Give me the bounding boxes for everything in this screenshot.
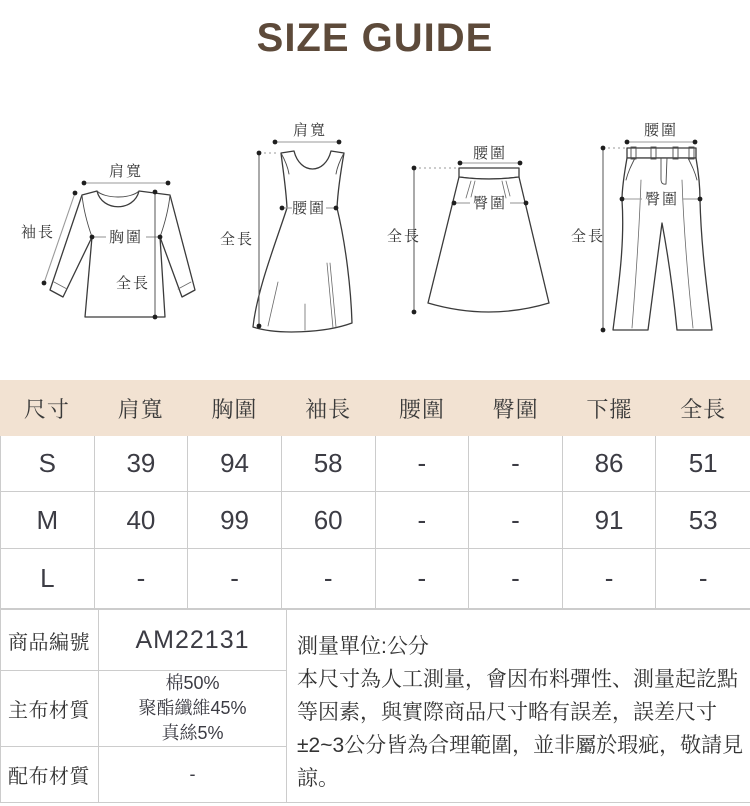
size-cell: 53 (656, 492, 750, 549)
measurement-note (287, 610, 750, 803)
size-table-body (0, 436, 750, 609)
measurement-disclaimer: 本尺寸為人工測量，會因布料彈性、測量起訖點等因素，與實際商品尺寸略有誤差，誤差尺寸±2~3公分皆為合理範圍，並非屬於瑕疵，敬請見諒。 (297, 668, 744, 790)
size-cell: - (282, 549, 376, 609)
size-cell: 58 (282, 436, 376, 492)
top-shoulder-label: 肩寬 (108, 163, 144, 180)
col-header-waist: 腰圍 (398, 396, 445, 422)
size-cell: - (469, 492, 563, 549)
size-cell: - (376, 492, 470, 549)
top-sleeve-label: 袖長 (20, 224, 56, 241)
top-outline (50, 191, 195, 317)
product-code-value: AM22131 (99, 610, 287, 671)
top-length-label: 全長 (115, 275, 151, 292)
size-cell: - (376, 436, 470, 492)
size-cell: 40 (95, 492, 189, 549)
size-cell: - (469, 436, 563, 492)
size-cell: - (95, 549, 189, 609)
size-cell: 51 (656, 436, 750, 492)
size-label: L (1, 549, 95, 609)
col-header-hem: 下擺 (586, 396, 633, 422)
pants-outline (627, 148, 696, 158)
trim-fabric-value: - (99, 747, 287, 803)
table-row-s (1, 436, 750, 492)
size-cell: - (563, 549, 657, 609)
table-row-m (1, 492, 750, 549)
size-cell: 94 (188, 436, 282, 492)
page-title: SIZE GUIDE (256, 16, 494, 60)
size-cell: 99 (188, 492, 282, 549)
fabric-line: 棉50% (165, 673, 220, 693)
size-cell: 91 (563, 492, 657, 549)
col-header-chest: 胸圍 (211, 396, 258, 422)
main-fabric-value (99, 671, 287, 747)
skirt-hip-label: 臀圍 (472, 195, 508, 212)
product-info (0, 609, 750, 803)
size-label: M (1, 492, 95, 549)
skirt-outline (459, 168, 519, 179)
col-header-sleeve: 袖長 (305, 396, 352, 422)
size-cell: 39 (95, 436, 189, 492)
size-table (0, 380, 750, 609)
col-header-shoulder: 肩寬 (117, 396, 164, 422)
dress-diagram (215, 120, 385, 340)
pants-length-label: 全長 (570, 228, 606, 245)
main-fabric-label: 主布材質 (1, 671, 99, 747)
fabric-line: 真絲5% (161, 723, 224, 743)
pants-waist-label: 腰圍 (643, 122, 679, 139)
size-cell: - (656, 549, 750, 609)
skirt-waist-label: 腰圍 (472, 145, 508, 162)
col-header-size: 尺寸 (23, 396, 70, 422)
skirt-diagram (380, 140, 570, 325)
trim-fabric-label: 配布材質 (1, 747, 99, 803)
skirt-length-label: 全長 (386, 228, 422, 245)
fabric-line: 聚酯纖維45% (138, 698, 247, 718)
size-cell: 60 (282, 492, 376, 549)
dress-shoulder-label: 肩寬 (292, 122, 328, 139)
dress-outline (253, 151, 352, 332)
col-header-length: 全長 (680, 396, 727, 422)
long-sleeve-top-diagram (20, 150, 220, 340)
pants-diagram (565, 120, 740, 340)
dress-length-label: 全長 (219, 231, 255, 248)
size-cell: - (469, 549, 563, 609)
size-table-header (0, 380, 750, 436)
size-cell: - (376, 549, 470, 609)
dress-waist-label: 腰圍 (291, 200, 327, 217)
table-row-l (1, 549, 750, 609)
size-cell: - (188, 549, 282, 609)
product-code-label: 商品編號 (1, 610, 99, 671)
size-cell: 86 (563, 436, 657, 492)
pants-hip-label: 臀圍 (644, 191, 680, 208)
top-chest-label: 胸圍 (108, 229, 144, 246)
measurement-unit: 測量單位:公分 (297, 635, 429, 658)
size-label: S (1, 436, 95, 492)
col-header-hip: 臀圍 (492, 396, 539, 422)
